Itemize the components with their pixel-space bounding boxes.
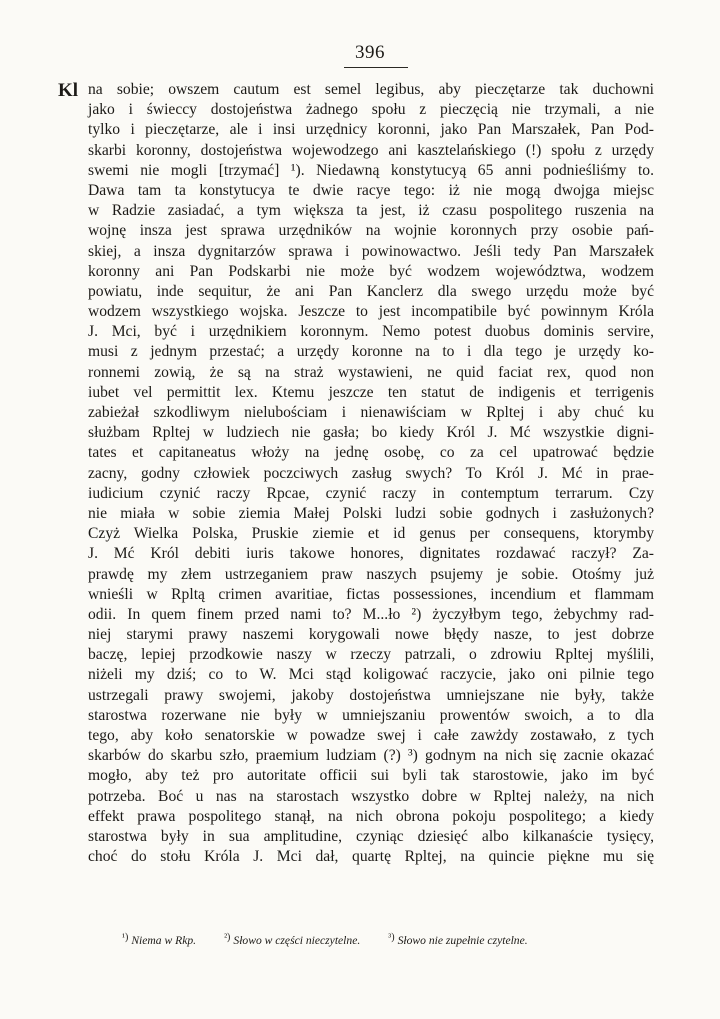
text-line: effekt prawa pospolitego stanął, na nich obrona pokoju pospolitego; a kiedy	[88, 807, 654, 825]
footnote-text: Słowo w części nieczytelne.	[233, 934, 361, 947]
footnote	[388, 932, 527, 947]
text-line: potrzeba. Boć u nas na starostach wszystko dobre w Rpltej należy, na nich	[88, 787, 654, 805]
text-line: ustrzegali prawy swojemi, jakoby dostojeństwa umniejszane nie były, także	[88, 686, 654, 704]
text-line: iudicium czynić raczy Rpcae, czynić raczy in contemptum terrarum. Czy	[88, 484, 654, 502]
text-line: J. Mci, być i urzędnikiem koronnym. Nemo potest duobus dominis servire,	[88, 323, 654, 341]
text-line: Czyż Wielka Polska, Pruskie ziemie et id genus per consequens, ktorymby	[88, 525, 654, 543]
text-line: w Radzie zasiadać, a tym większa ta jest, iż czasu pospolitego ruszenia na	[88, 202, 654, 220]
footnote	[224, 932, 360, 947]
margin-mark: Kl	[58, 80, 79, 101]
text-line: wnieśli w Rpltą crimen avaritiae, fictas possessiones, incendium et flammam	[88, 585, 654, 603]
text-line: odii. In quem finem przed nami to? M...ło ²) życzyłbym tego, żebychmy rad-	[88, 605, 654, 623]
text-line: tates et capitaneatus włoży na jednę osobę, co za cel upatrować będzie	[88, 444, 654, 462]
text-line: służbam Rpltej w ludziech nie gasła; bo kiedy Król J. Mć wszystkie digni-	[88, 424, 654, 442]
footnote-marker: ²)	[224, 932, 231, 943]
text-line: prawdę my złem ustrzeganiem praw naszych psujemy je sobie. Otośmy już	[88, 565, 654, 583]
footnote-text: Słowo nie zupełnie czytelne.	[397, 934, 528, 947]
text-line: wodzem wszystkiego wojska. Jeszcze to jest incompatibile być powinnym Króla	[88, 303, 654, 321]
footnote-marker: ¹)	[122, 932, 129, 943]
body-text	[88, 80, 654, 867]
text-line: starostwa rozerwane nie były w umniejszaniu prowentów swoich, a to dla	[88, 706, 654, 724]
text-line: koronny ani Pan Podskarbi nie może być wodzem województwa, wodzem	[88, 262, 654, 280]
text-line: swemi nie mogli [trzymać] ¹). Niedawną konstytucyą 65 anni podnieśliśmy to.	[88, 161, 654, 179]
footnote-marker: ³)	[388, 932, 395, 943]
text-line: niżeli my dziś; co to W. Mci stąd koligować raczycie, jako oni pilnie tego	[88, 666, 654, 684]
text-line: powiatu, inde sequitur, że ani Pan Kanclerz dla swego urzędu może być	[88, 282, 654, 300]
text-line: mogło, aby też pro autoritate officii sui byli tak starostowie, jako im być	[88, 767, 654, 785]
text-line: starostwa były in sua amplitudine, czyniąc dziesięć albo kilkanaście tysięcy,	[88, 827, 654, 845]
text-line: jako i świeccy dostojeństwa żadnego społu z pieczęcią nie trzymali, a nie	[88, 101, 654, 119]
text-line: musi z jednym przestać; a urzędy koronne na to i dla tego je urzędy ko-	[88, 343, 654, 361]
page-number: 396	[355, 42, 385, 63]
text-line: choć do stołu Króla J. Mci dał, quartę Rpltej, na quincie piękne mu się	[88, 848, 654, 866]
text-line: skarbów do skarbu szło, praemium ludziam (?) ³) godnym na nich się zacnie okazać	[88, 747, 654, 765]
text-line: J. Mć Król debiti iuris takowe honores, dignitates rozdawać raczył? Za-	[88, 545, 654, 563]
text-line: skiej, a insza dygnitarzów sprawa i powinowactwo. Jeśli tedy Pan Marszałek	[88, 242, 654, 260]
text-line: na sobie; owszem cautum est semel legibus, aby pieczętarze tak duchowni	[88, 81, 654, 98]
footnote-text: Niema w Rkp.	[131, 934, 197, 947]
text-line: ronnemi zowią, że są na straż wystawieni, ne quid faciat rex, quod non	[88, 363, 654, 381]
text-line: iubet vel permittit lex. Ktemu jeszcze ten statut de indigenis et terrigenis	[88, 383, 654, 401]
text-line: skarbi koronny, dostojeństwa wojewodzego ani kasztelańskiego (!) społu z urzędy	[88, 141, 654, 159]
text-line: zabieżał szkodliwym nielubościam i nienawiściam w Rpltej i aby chuć ku	[88, 404, 654, 421]
text-line: wojnę insza jest sprawa urzędników na wojnie koronnych przy osobie pań-	[88, 222, 654, 240]
text-line: zacny, godny człowiek poczciwych zasług swych? To Król J. Mć in prae-	[88, 464, 654, 482]
footnote	[122, 932, 196, 947]
text-line: nie miała w sobie ziemia Małej Polski ludzi sobie godnych i zasłużonych?	[88, 504, 654, 522]
text-line: Dawa tam ta konstytucya te dwie racye tego: iż nie mogą dwojga miejsc	[88, 181, 654, 199]
page-number-rule	[344, 67, 408, 68]
text-line: niej starymi prawy naszemi korygowali nowe błędy nasze, to jest dobrze	[88, 626, 654, 644]
text-line: tego, aby koło senatorskie w powadze swej i całe zawżdy zostawało, z tych	[88, 727, 654, 744]
text-line: tylko i pieczętarze, ale i insi urzędnicy koronni, jako Pan Marszałek, Pan Pod-	[88, 121, 654, 139]
footnotes	[122, 932, 622, 947]
text-line: baczę, lepiej przodkowie naszy w rzeczy patrzali, o zdrowiu Rpltej myślili,	[88, 646, 654, 664]
